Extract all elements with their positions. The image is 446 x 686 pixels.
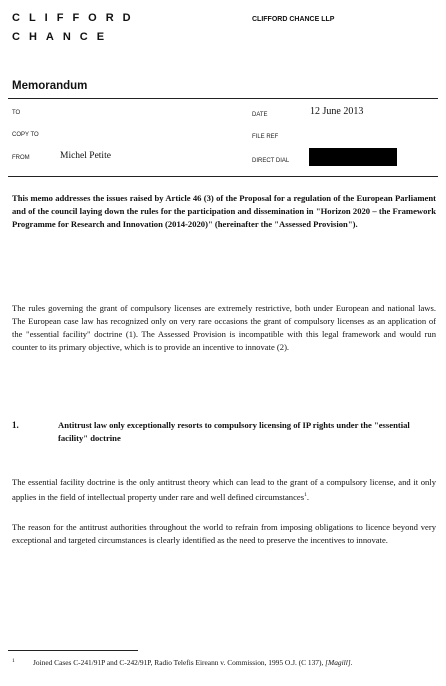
section-heading: Antitrust law only exceptionally resorts to compulsory licensing of IP rights under the "essential facility" doctrine — [58, 420, 410, 443]
footnote-text-end: . — [350, 658, 353, 667]
intro-paragraph: This memo addresses the issues raised by Article 46 (3) of the Proposal for a regulation of the European Parliament and of the council laying down the rules for the participation and dissemination in "Horizon 2020 – the Framework Programme for Research and Innovation (2014-2020)" (hereinafter the "Assessed Provision"). — [12, 193, 436, 229]
footnote-text — [33, 657, 436, 668]
body-paragraph-2-text: The essential facility doctrine is the only antitrust theory which can lead to the grant of a compulsory license, and it only applies in the field of intellectual property under rare and well defined circumstances — [12, 477, 436, 502]
body-paragraph-3: The reason for the antitrust authorities throughout the world to refrain from imposing obligations to licence beyond very exceptional and targeted circumstances is clearly identified as the need to preserve the incentives to innovate. — [12, 522, 436, 545]
direct-dial-label: DIRECT DIAL — [252, 158, 290, 164]
footnote-text-main: Joined Cases C-241/91P and C-242/91P, Radio Telefis Eireann v. Commission, 1995 O.J. (C 137), — [33, 658, 324, 667]
from-value: Michel Petite — [60, 151, 111, 161]
from-label: FROM — [12, 155, 30, 161]
document-title: Memorandum — [12, 80, 88, 92]
footnote-rule — [8, 650, 138, 651]
body-paragraph-2-end: . — [306, 491, 309, 502]
section-number: 1. — [12, 420, 19, 430]
body-paragraph-1: The rules governing the grant of compulsory licenses are extremely restrictive, both under European and national laws. The European case law has recognized only on very rare occasions the grant of compulsory licenses as an application of the "essential facility" doctrine (1). The Assessed Provision is incompatible with this legal framework and would run counter to its primary objective, which is to provide an incentive to innovate (2). — [12, 303, 436, 352]
header-rule-top — [8, 98, 438, 99]
to-label: TO — [12, 110, 21, 116]
body-paragraph-2 — [12, 476, 436, 504]
logo-line-2: CHANCE — [12, 31, 114, 43]
file-ref-label: FILE REF — [252, 134, 279, 140]
footnote-marker: 1 — [12, 658, 15, 664]
footnote-reference: 1 — [304, 492, 307, 498]
date-value: 12 June 2013 — [310, 106, 364, 117]
copy-to-label: COPY TO — [12, 132, 39, 138]
footnote-text-italic: [Magill] — [325, 658, 351, 667]
direct-dial-redaction — [309, 148, 397, 166]
header-rule-bottom — [8, 176, 438, 177]
firm-name: CLIFFORD CHANCE LLP — [252, 16, 335, 23]
logo-line-1: CLIFFORD — [12, 12, 140, 24]
date-label: DATE — [252, 112, 268, 118]
